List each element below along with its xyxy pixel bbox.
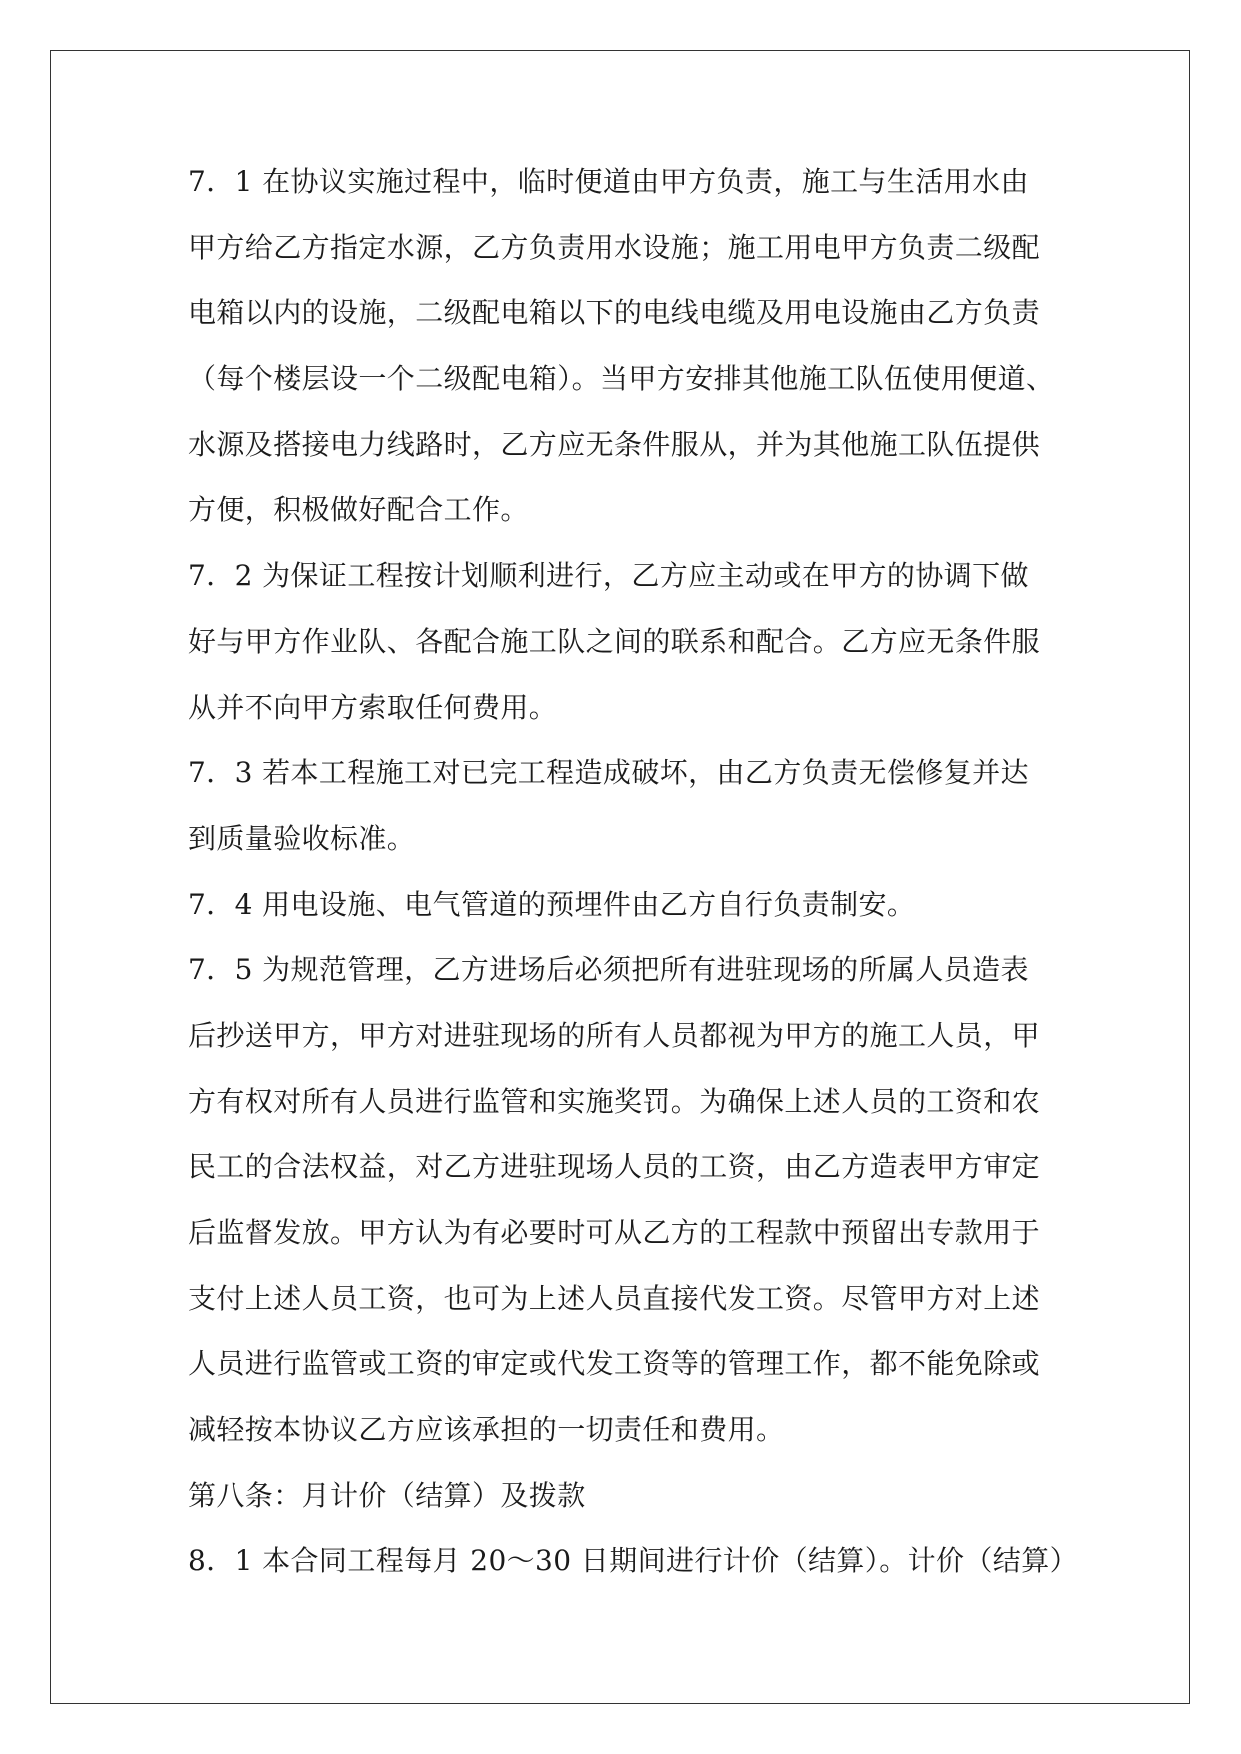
text-line: 电箱以内的设施，二级配电箱以下的电线电缆及用电设施由乙方负责 — [188, 296, 1041, 330]
text-line: 从并不向甲方索取任何费用。 — [188, 690, 558, 724]
document-body — [188, 162, 1078, 1607]
text-line: 7．3 若本工程施工对已完工程造成破坏，由乙方负责无偿修复并达 — [188, 756, 1029, 790]
text-line: 7．2 为保证工程按计划顺利进行，乙方应主动或在甲方的协调下做 — [188, 559, 1029, 593]
text-line: 方便，积极做好配合工作。 — [188, 493, 529, 527]
text-line: 7．1 在协议实施过程中，临时便道由甲方负责，施工与生活用水由 — [188, 165, 1029, 198]
text-line: 7．5 为规范管理，乙方进场后必须把所有进驻现场的所属人员造表 — [188, 953, 1029, 987]
text-line: 后监督发放。甲方认为有必要时可从乙方的工程款中预留出专款用于 — [188, 1216, 1041, 1249]
text-line: （每个楼层设一个二级配电箱）。当甲方安排其他施工队伍使用便道、 — [188, 362, 1055, 396]
text-line: 后抄送甲方，甲方对进驻现场的所有人员都视为甲方的施工人员，甲 — [188, 1018, 1041, 1052]
section-heading: 第八条：月计价（结算）及拨款 — [188, 1478, 586, 1512]
text-line: 水源及搭接电力线路时，乙方应无条件服从，并为其他施工队伍提供 — [188, 427, 1041, 461]
text-line: 8．1 本合同工程每月 20～30 日期间进行计价（结算）。计价（结算） — [188, 1544, 1078, 1578]
text-line: 民工的合法权益，对乙方进驻现场人员的工资，由乙方造表甲方审定 — [188, 1150, 1041, 1184]
text-line: 好与甲方作业队、各配合施工队之间的联系和配合。乙方应无条件服 — [188, 624, 1041, 658]
text-line: 支付上述人员工资，也可为上述人员直接代发工资。尽管甲方对上述 — [188, 1281, 1041, 1315]
text-line: 人员进行监管或工资的审定或代发工资等的管理工作，都不能免除或 — [188, 1347, 1041, 1381]
text-line: 7．4 用电设施、电气管道的预埋件由乙方自行负责制安。 — [188, 887, 916, 921]
text-line: 减轻按本协议乙方应该承担的一切责任和费用。 — [188, 1413, 785, 1447]
text-line: 到质量验收标准。 — [188, 821, 416, 855]
text-line: 甲方给乙方指定水源，乙方负责用水设施；施工用电甲方负责二级配 — [188, 230, 1041, 264]
text-line: 方有权对所有人员进行监管和实施奖罚。为确保上述人员的工资和农 — [188, 1084, 1041, 1118]
